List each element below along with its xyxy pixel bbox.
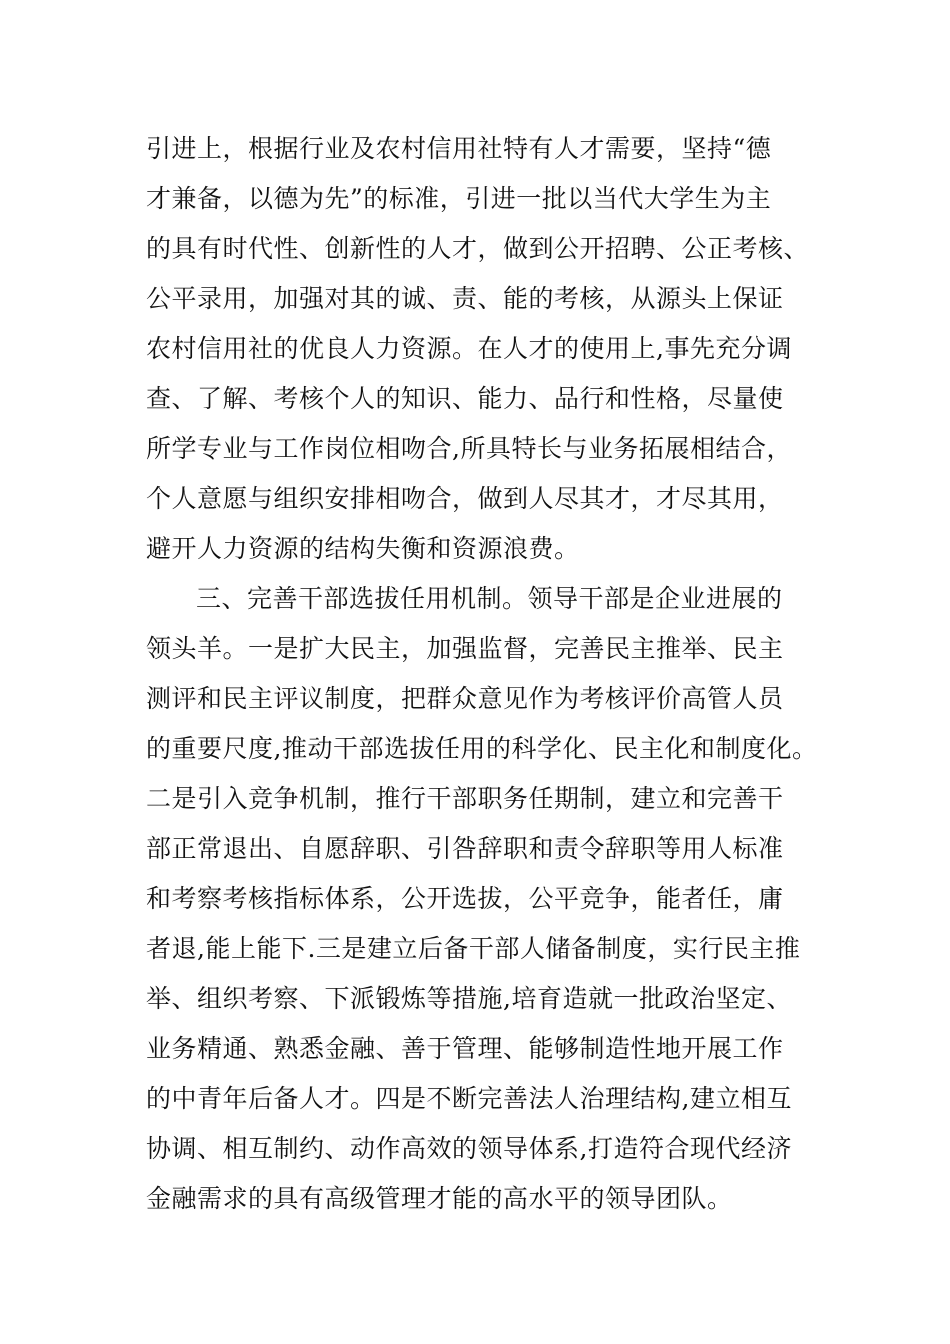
text-line: 引进上，根据行业及农村信用社特有人才需要，坚持“德 [146,134,772,163]
text-line: 个人意愿与组织安排相吻合，做到人尽其才，才尽其用， [146,484,784,513]
body-text [146,124,826,1224]
text-line: 所学专业与工作岗位相吻合,所具特长与业务拓展相结合， [146,434,792,463]
text-line: 才兼备，以德为先”的标准，引进一批以当代大学生为主 [146,184,772,213]
text-line: 避开人力资源的结构失衡和资源浪费。 [146,534,580,563]
text-line: 领头羊。一是扩大民主，加强监督，完善民主推举、民主 [146,634,784,663]
text-line: 的重要尺度,推动干部选拔任用的科学化、民主化和制度化。 [146,734,818,763]
text-line: 协调、相互制约、动作高效的领导体系,打造符合现代经济 [146,1134,792,1163]
text-line: 测评和民主评议制度，把群众意见作为考核评价高管人员 [146,684,784,713]
paragraph-start-line: 三、完善干部选拔任用机制。领导干部是企业进展的 [196,584,783,613]
text-line: 的中青年后备人才。四是不断完善法人治理结构,建立相互 [146,1084,792,1113]
text-line: 公平录用，加强对其的诚、责、能的考核，从源头上保证 [146,284,784,313]
text-line: 二是引入竞争机制，推行干部职务任期制，建立和完善干 [146,784,784,813]
text-line: 者退,能上能下.三是建立后备干部人储备制度，实行民主推 [146,934,801,963]
text-line: 查、了解、考核个人的知识、能力、品行和性格，尽量使 [146,384,784,413]
text-line: 和考察考核指标体系，公开选拔，公平竞争，能者任，庸 [146,884,784,913]
text-line: 农村信用社的优良人力资源。在人才的使用上,事先充分调 [146,334,792,363]
text-line: 举、组织考察、下派锻炼等措施,培育造就一批政治坚定、 [146,984,792,1013]
text-line: 金融需求的具有高级管理才能的高水平的领导团队。 [146,1184,733,1213]
text-line: 部正常退出、自愿辞职、引咎辞职和责令辞职等用人标准 [146,834,784,863]
text-line: 业务精通、熟悉金融、善于管理、能够制造性地开展工作 [146,1034,784,1063]
text-line: 的具有时代性、创新性的人才，做到公开招聘、公正考核、 [146,234,810,263]
